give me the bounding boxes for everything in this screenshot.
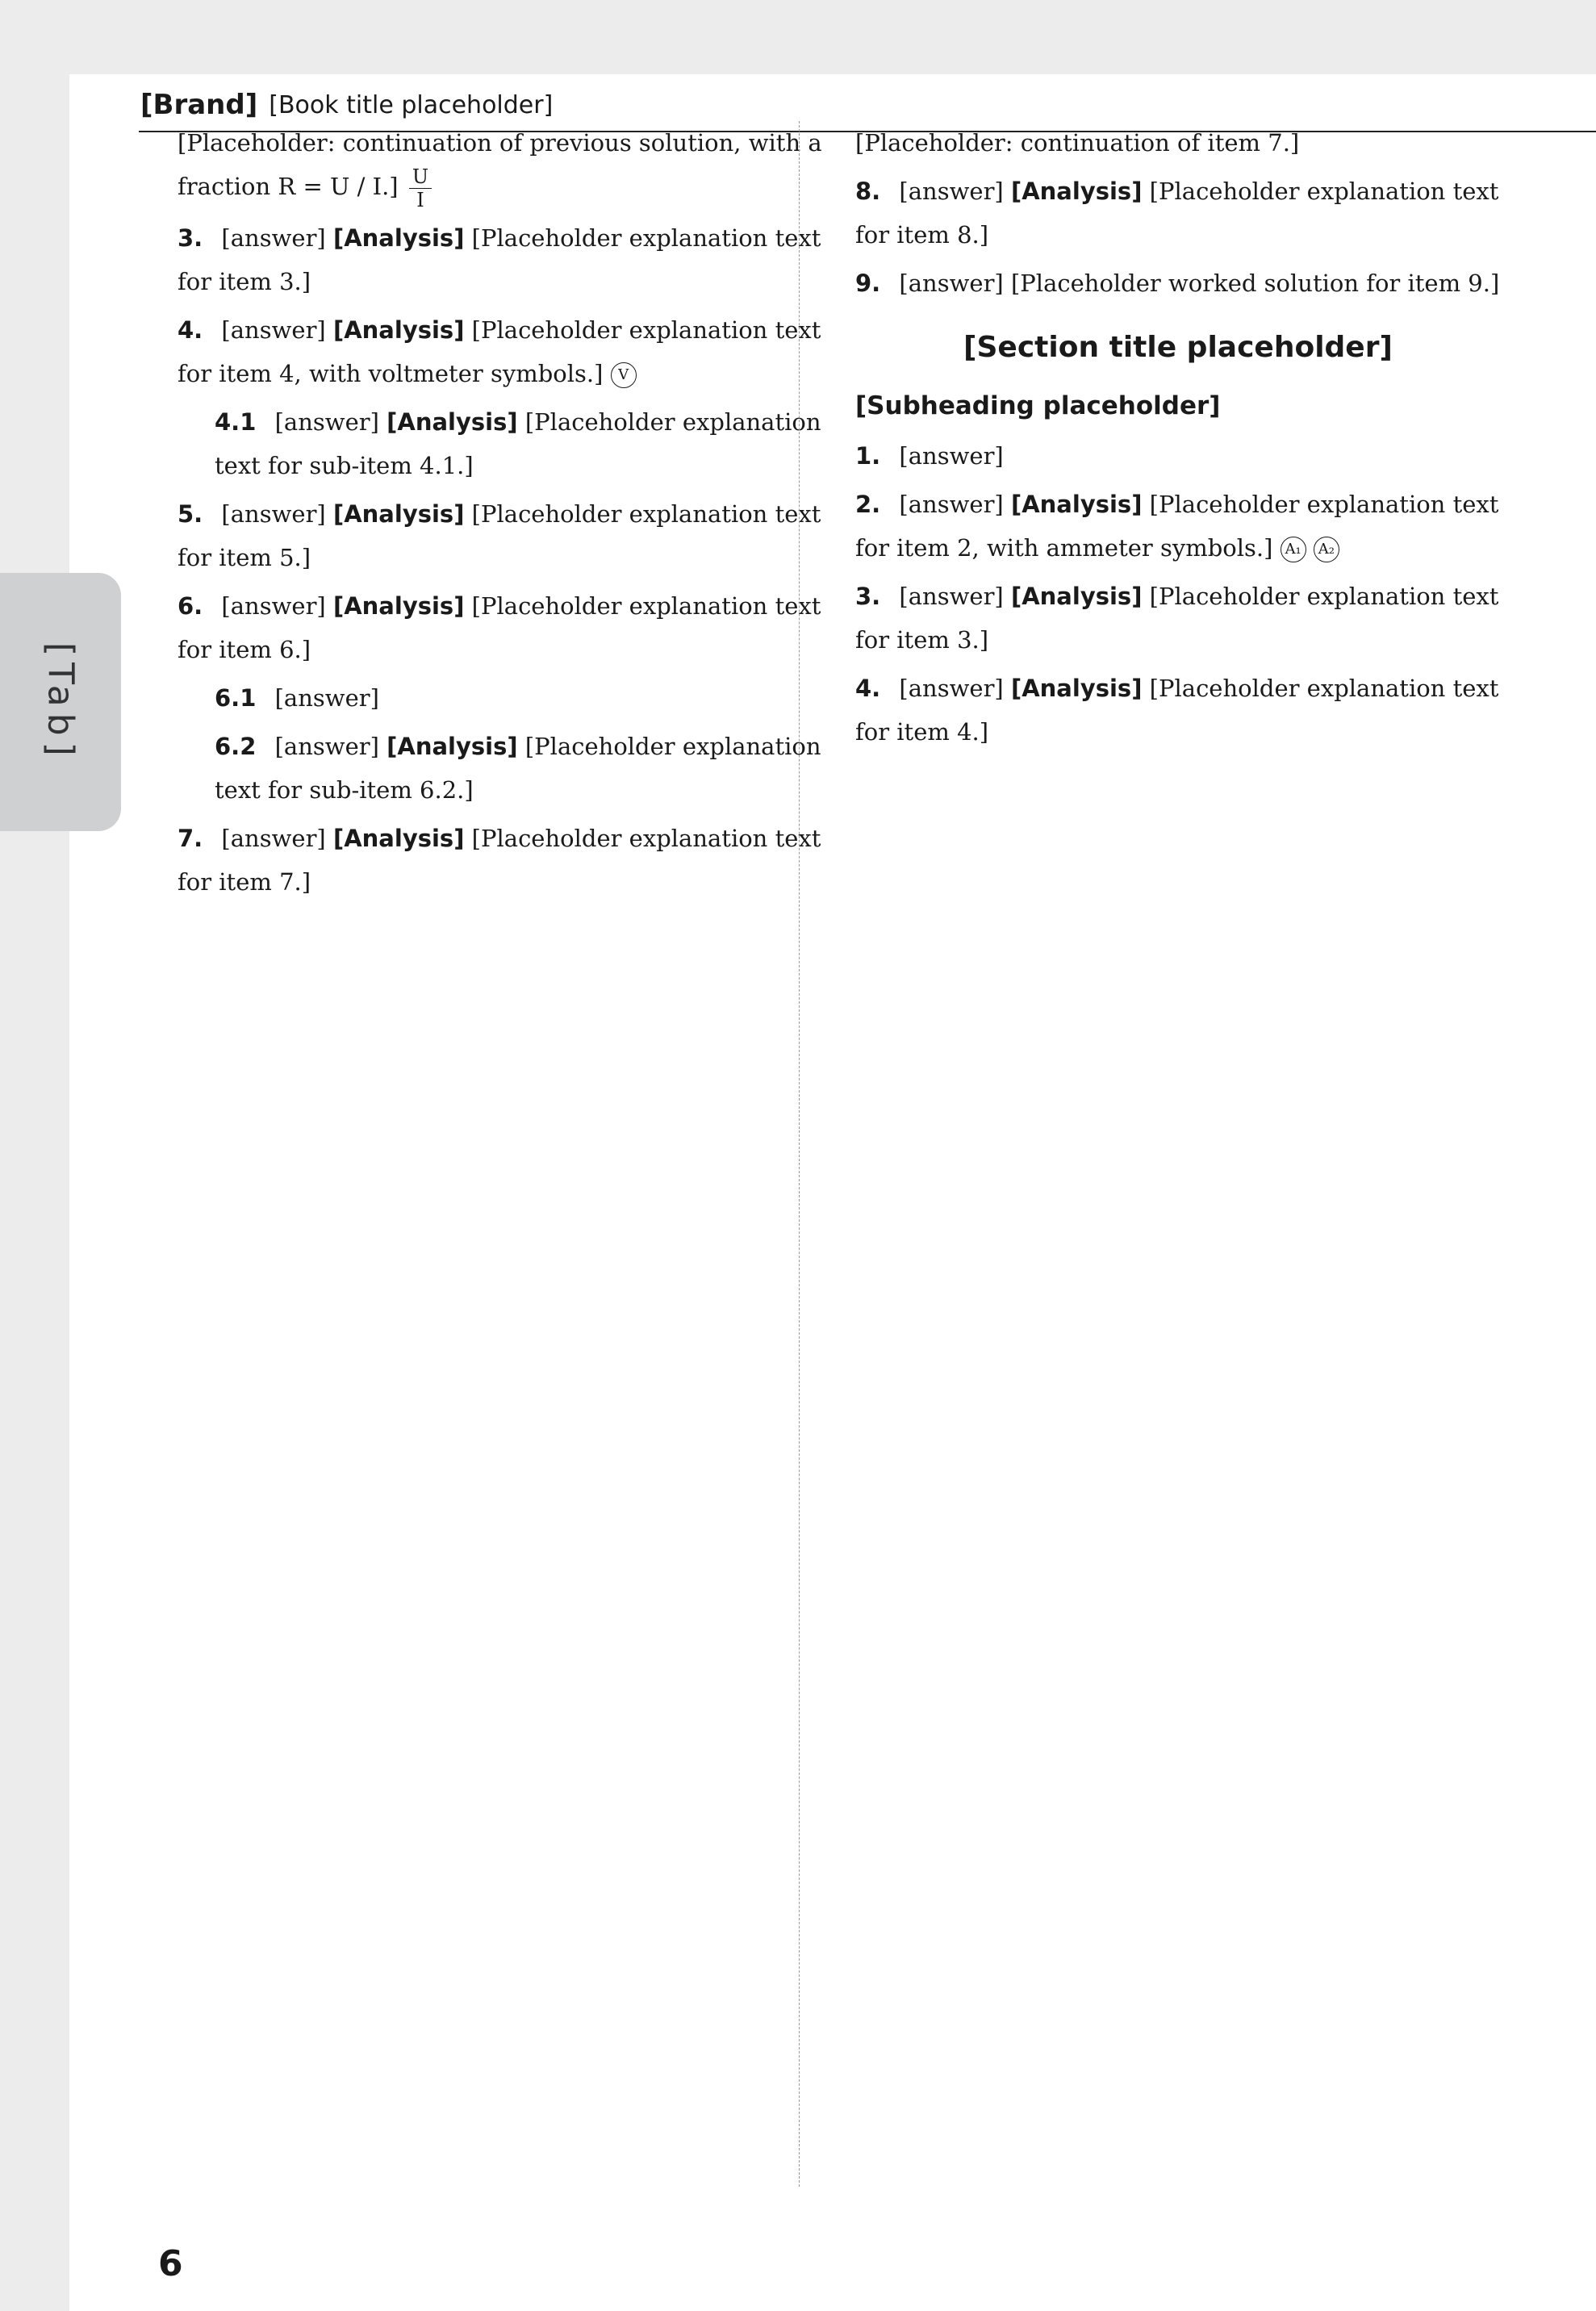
column-divider [799,121,800,2187]
analysis-tag: [Analysis] [332,499,465,528]
analysis-tag: [Analysis] [1010,675,1143,702]
item-right-b1: 2. [answer] [Analysis] [Placeholder explanation text for item 2, with ammeter symbols.] A₁ A₂ [855,491,1499,562]
item-left-3: 4.1 [answer] [Analysis] [Placeholder explanation text for sub-item 4.1.] [215,407,821,479]
side-tab: [Tab] [0,573,121,831]
analysis-tag: [Analysis] [332,591,465,620]
analysis-tag: [Analysis] [386,407,518,436]
fraction: $\frac{U}{I}$ [409,165,432,211]
page-number: 6 [158,2243,183,2284]
analysis-tag: [Analysis] [1010,583,1143,610]
analysis-tag: [Analysis] [1010,491,1143,518]
ammeter-a1-icon: A₁ [1281,537,1306,562]
item-left-4: 5. [answer] [Analysis] [Placeholder explanation text for item 5.] [178,499,821,571]
item-text: [Placeholder: continuation of previous solution, with a fraction R = U / I.] [178,129,822,200]
item-left-1: 3. [answer] [Analysis] [Placeholder explanation text for item 3.] [178,224,821,295]
analysis-tag: [Analysis] [332,224,465,252]
item-right-b2: 3. [answer] [Analysis] [Placeholder explanation text for item 3.] [855,583,1499,654]
ammeter-a2-icon: A₂ [1314,537,1339,562]
item-right-1: 8. [answer] [Analysis] [Placeholder explanation text for item 8.] [855,178,1499,249]
item-left-5: 6. [answer] [Analysis] [Placeholder explanation text for item 6.] [178,591,821,663]
analysis-tag: [Analysis] [386,732,518,760]
brand-logo: [Brand] [140,89,258,121]
right-column [855,121,1501,758]
item-left-0 [178,121,823,211]
item-right-b0: 1. [answer] [855,442,1004,470]
item-right-0: [Placeholder: continuation of item 7.] [855,129,1300,157]
item-left-6: 6.1 [answer] [215,683,379,712]
item-left-2: 4. [answer] [Analysis] [Placeholder explanation text for item 4, with voltmeter symbols.] V [178,316,821,387]
item-left-7: 6.2 [answer] [Analysis] [Placeholder explanation text for sub-item 6.2.] [215,732,821,804]
analysis-tag: [Analysis] [332,824,465,852]
item-right-2: 9. [answer] [Placeholder worked solution for item 9.] [855,270,1500,297]
section-title: [Section title placeholder] [963,331,1393,364]
item-right-b3: 4. [answer] [Analysis] [Placeholder explanation text for item 4.] [855,675,1499,746]
left-column [178,121,823,909]
analysis-tag: [Analysis] [332,316,465,344]
analysis-tag: [Analysis] [1010,178,1143,205]
item-left-8: 7. [answer] [Analysis] [Placeholder explanation text for item 7.] [178,824,821,896]
section-subhead: [Subheading placeholder] [855,391,1221,420]
voltmeter-icon: V [611,362,637,388]
book-title: [Book title placeholder] [269,90,554,119]
